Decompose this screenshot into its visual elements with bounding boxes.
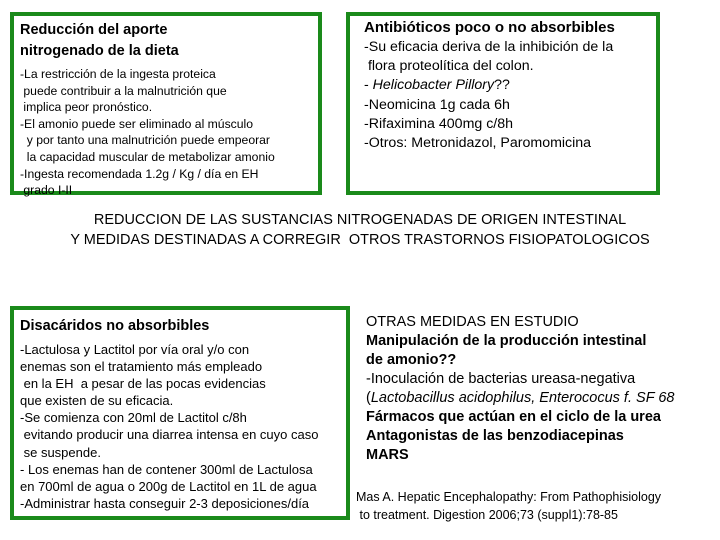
reference-line: to treatment. Digestion 2006;73 (suppl1):78-85 [356, 508, 618, 522]
body-line: -Ingesta recomendada 1.2g / Kg / día en EH [20, 166, 259, 181]
dietary-nitrogen-title [20, 20, 312, 62]
body-line: -Administrar hasta conseguir 2-3 deposiciones/día [20, 495, 310, 511]
line-prefix: - [364, 77, 373, 94]
measure-item: -Inoculación de bacterias ureasa-negativa [366, 371, 636, 387]
body-line: evitando producir una diarrea intensa en cuyo caso [20, 427, 319, 443]
disaccharides-body [20, 341, 340, 512]
body-line: en 700ml de agua o 200g de Lactitol en 1L de agua [20, 478, 317, 494]
measure-item [366, 389, 716, 408]
antibiotics-box [346, 12, 660, 195]
measure-item: Fármacos que actúan en el ciclo de la urea [366, 409, 661, 425]
body-line: -Otros: Metronidazol, Paromomicina [364, 135, 592, 152]
body-line: la capacidad muscular de metabolizar amonio [20, 149, 275, 164]
body-line: -La restricción de la ingesta proteica [20, 67, 216, 81]
body-line: enemas son el tratamiento más empleado [20, 359, 263, 375]
title-line: Y MEDIDAS DESTINADAS A CORREGIR OTROS TRASTORNOS FISIOPATOLOGICOS [70, 232, 650, 248]
reference-citation [356, 488, 716, 524]
body-line: -Se comienza con 20ml de Lactitol c/8h [20, 410, 247, 426]
disaccharides-box [10, 306, 350, 520]
body-line: -Lactulosa y Lactitol por vía oral y/o con [20, 342, 250, 357]
body-line: flora proteolítica del colon. [364, 58, 534, 75]
measure-item: de amonio?? [366, 352, 457, 368]
body-line: -El amonio puede ser eliminado al músculo [20, 116, 254, 131]
reference-line: Mas A. Hepatic Encephalopathy: From Pathophisiology [356, 490, 662, 504]
title-line: nitrogenado de la dieta [20, 43, 179, 59]
body-line: y por tanto una malnutrición puede empeorar [20, 133, 270, 148]
body-line: que existen de su eficacia. [20, 393, 174, 409]
body-line: -Neomicina 1g cada 6h [364, 96, 510, 113]
antibiotics-body [364, 38, 650, 153]
body-line: en la EH a pesar de las pocas evidencias [20, 376, 266, 392]
helicobacter-term: Helicobacter Pillory [372, 77, 495, 94]
measure-item: MARS [366, 447, 409, 463]
measure-item: Antagonistas de las benzodiacepinas [366, 428, 624, 444]
body-line [364, 76, 650, 95]
body-line: -Su eficacia deriva de la inhibición de la [364, 39, 614, 55]
body-line: -Rifaximina 400mg c/8h [364, 115, 514, 132]
title-line: REDUCCION DE LAS SUSTANCIAS NITROGENADAS DE ORIGEN INTESTINAL [93, 212, 627, 228]
antibiotics-title: Antibióticos poco o no absorbibles [364, 19, 615, 36]
title-line: Reducción del aporte [20, 22, 168, 38]
paren-open: ( [366, 390, 371, 406]
dietary-nitrogen-body [20, 66, 312, 199]
body-line: puede contribuir a la malnutrición que [20, 83, 227, 98]
dietary-nitrogen-box [10, 12, 322, 198]
slide-title [0, 210, 720, 250]
body-line: implica peor pronóstico. [20, 100, 153, 115]
body-line: grado I-II [20, 183, 73, 198]
other-measures-heading: OTRAS MEDIDAS EN ESTUDIO [366, 314, 579, 330]
bacteria-names: Lactobacillus acidophilus, Enterococus f. SF 68 [370, 390, 675, 406]
disaccharides-title: Disacáridos no absorbibles [20, 318, 210, 334]
other-measures-section [366, 313, 716, 465]
body-line: - Los enemas han de contener 300ml de Lactulosa [20, 461, 313, 477]
line-suffix: ?? [494, 77, 510, 94]
measure-item: Manipulación de la producción intestinal [366, 333, 647, 349]
body-line: se suspende. [20, 444, 101, 460]
